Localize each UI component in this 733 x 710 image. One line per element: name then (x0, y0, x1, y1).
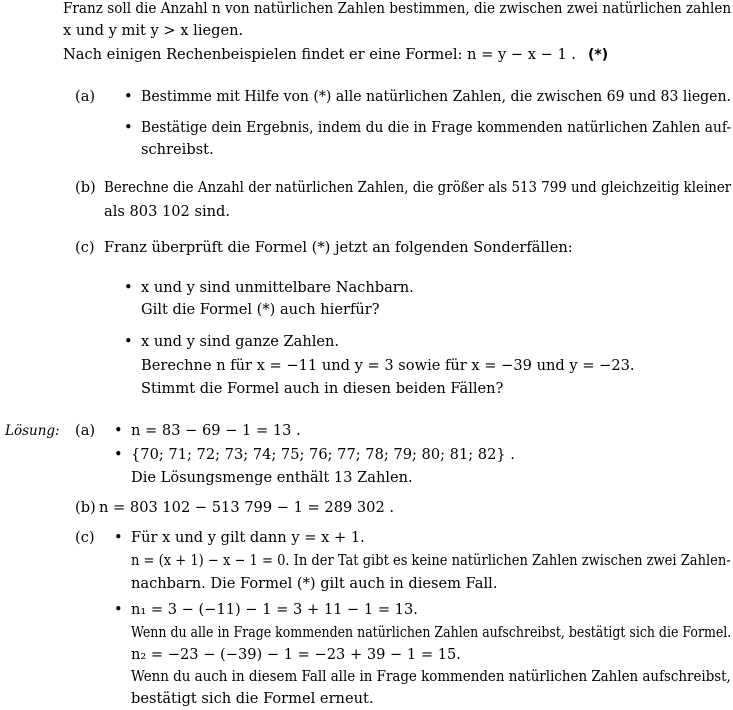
solution-c-bullet-2-line-1: n₁ = 3 − (−11) − 1 = 3 + 11 − 1 = 13. (131, 601, 418, 618)
solution-c-label: (c) (75, 529, 95, 546)
intro-line-2: x und y mit y > x liegen. (63, 22, 244, 39)
intro-line-3: Nach einigen Rechenbeispielen findet er eine Formel: n = y − x − 1 . (63, 46, 577, 63)
task-a-bullet-1: Bestimme mit Hilfe von (*) alle natürlichen Zahlen, die zwischen 69 und 83 liegen. (141, 88, 731, 105)
intro-line-1: Franz soll die Anzahl n von natürlichen Zahlen bestimmen, die zwischen zwei natürlichen zahlen (63, 0, 732, 17)
solution-a-bullet-1: n = 83 − 69 − 1 = 13 . (131, 422, 301, 439)
task-c-bullet-1-line-1: x und y sind unmittelbare Nachbarn. (141, 279, 414, 296)
task-a-bullet-2-line-1: Bestätige dein Ergebnis, indem du die in Frage kommenden natürlichen Zahlen auf- (141, 119, 732, 136)
solution-a-bullet-2: {70; 71; 72; 73; 74; 75; 76; 77; 78; 79; 80; 81; 82} . (131, 446, 515, 463)
task-c-line-1: Franz überprüft die Formel (*) jetzt an folgenden Sonderfällen: (104, 239, 573, 256)
solution-c-bullet-1-line-1: Für x und y gilt dann y = x + 1. (131, 529, 365, 546)
solution-c-bullet-1-line-3: nachbarn. Die Formel (*) gilt auch in diesem Fall. (131, 575, 498, 592)
task-b-line-1: Berechne die Anzahl der natürlichen Zahlen, die größer als 513 799 und gleichzeitig kleiner (104, 179, 732, 196)
bullet-icon: • (124, 279, 133, 296)
task-c-bullet-1-line-2: Gilt die Formel (*) auch hierfür? (141, 301, 380, 318)
task-c-bullet-2-line-3: Stimmt die Formel auch in diesen beiden Fällen? (141, 380, 504, 397)
solution-c-bullet-1-line-2: n = (x + 1) − x − 1 = 0. In der Tat gibt es keine natürlichen Zahlen zwischen zwei Zahlen- (131, 552, 731, 569)
solution-c-bullet-2-line-2: Wenn du alle in Frage kommenden natürlichen Zahlen aufschreibst, bestätigt sich die Formel. (131, 624, 732, 641)
solution-b-label: (b) (75, 499, 96, 516)
solution-c-bullet-2-line-3: n₂ = −23 − (−39) − 1 = −23 + 39 − 1 = 15. (131, 646, 461, 663)
formula-marker: (*) (588, 47, 609, 63)
bullet-icon: • (124, 333, 133, 350)
solution-c-bullet-2-line-4: Wenn du auch in diesem Fall alle in Frage kommenden natürlichen Zahlen aufschreibst, (131, 668, 731, 685)
task-c-label: (c) (75, 239, 95, 256)
bullet-icon: • (114, 422, 123, 439)
solution-c-bullet-2-line-5: bestätigt sich die Formel erneut. (131, 690, 374, 707)
task-c-bullet-2-line-1: x und y sind ganze Zahlen. (141, 333, 340, 350)
task-a-label: (a) (75, 88, 96, 105)
solution-a-note: Die Lösungsmenge enthält 13 Zahlen. (131, 469, 413, 486)
task-b-label: (b) (75, 179, 96, 196)
solution-a-label: (a) (75, 422, 96, 439)
bullet-icon: • (124, 88, 133, 105)
task-a-bullet-2-line-2: schreibst. (141, 141, 214, 158)
solution-b-text: n = 803 102 − 513 799 − 1 = 289 302 . (99, 499, 395, 516)
task-b-line-2: als 803 102 sind. (104, 203, 231, 220)
bullet-icon: • (124, 119, 133, 136)
task-c-bullet-2-line-2: Berechne n für x = −11 und y = 3 sowie für x = −39 und y = −23. (141, 357, 635, 374)
bullet-icon: • (114, 529, 123, 546)
bullet-icon: • (114, 601, 123, 618)
bullet-icon: • (114, 446, 123, 463)
solution-title: Lösung: (5, 423, 60, 439)
